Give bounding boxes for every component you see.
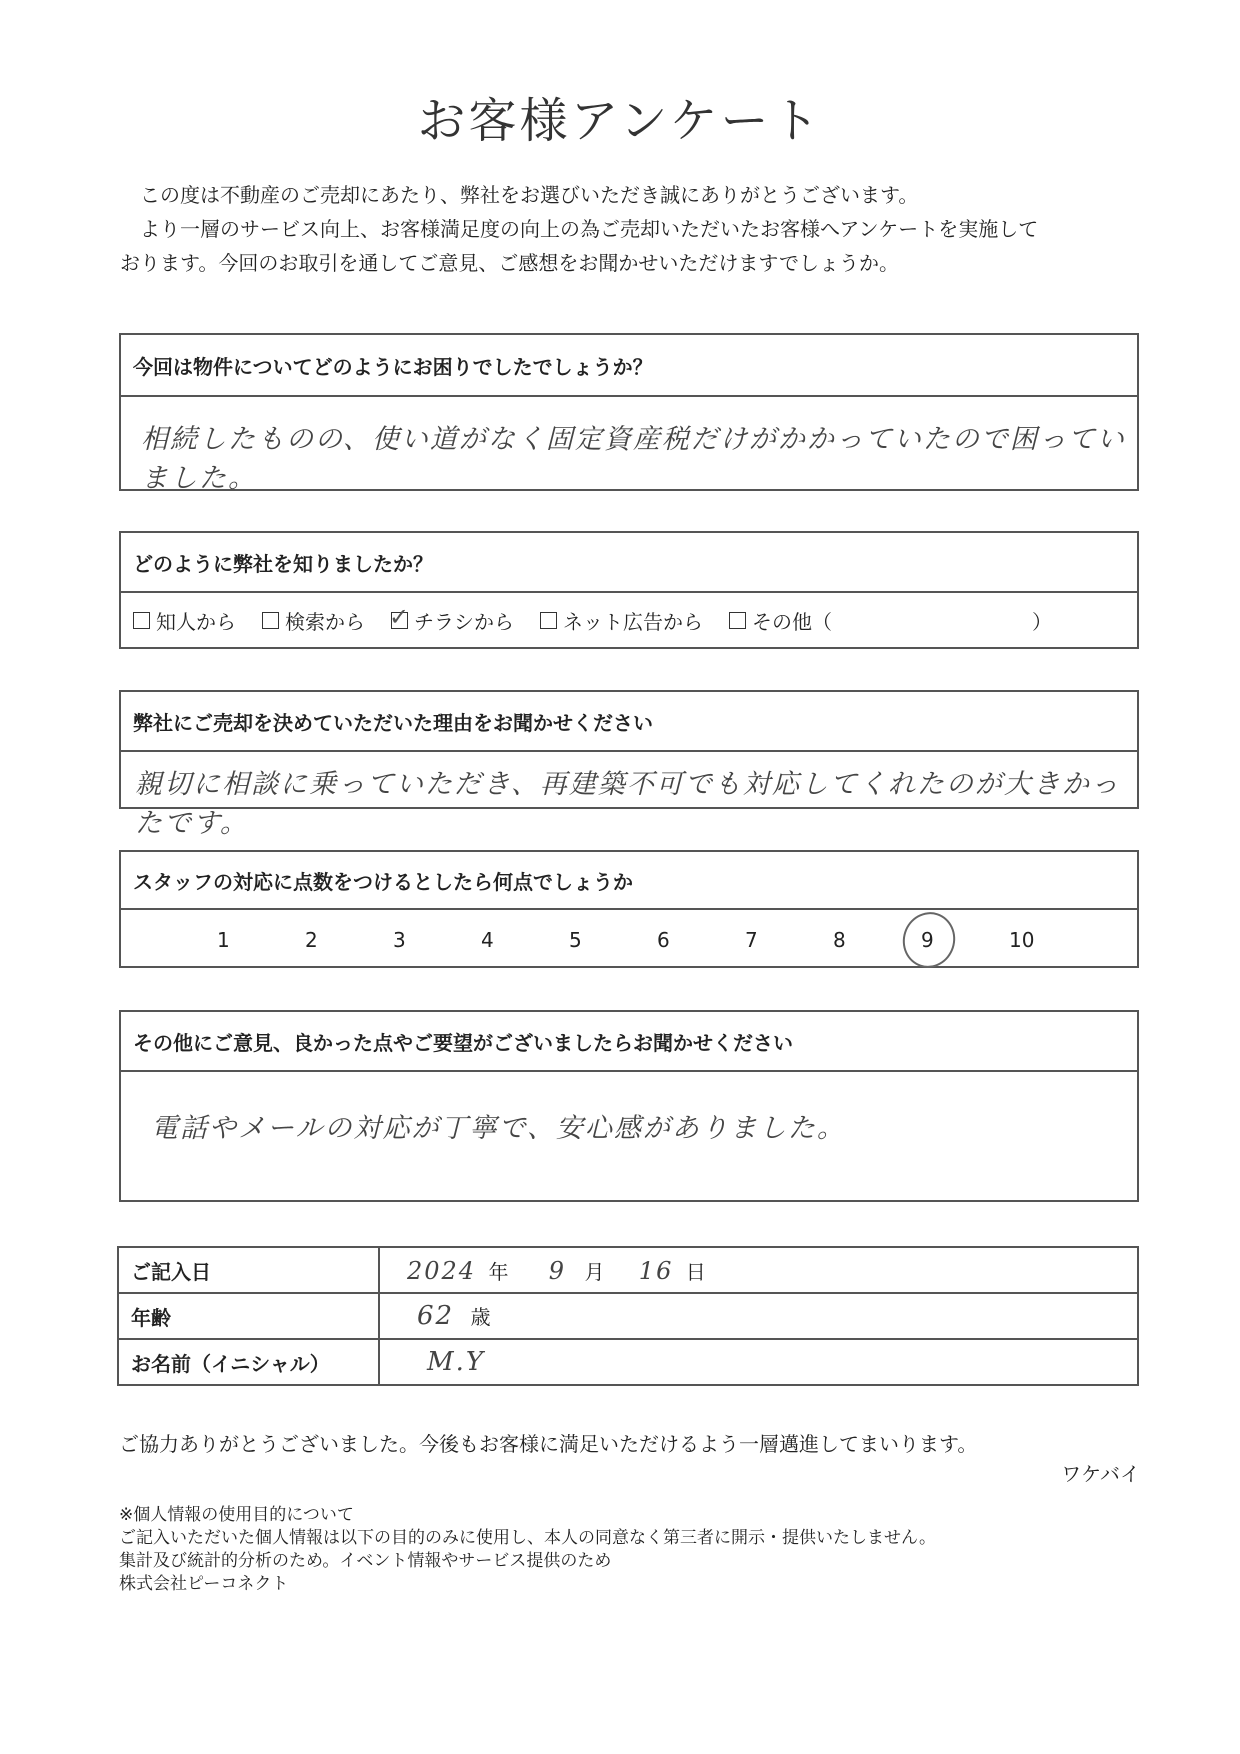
intro-line-2: より一層のサービス向上、お客様満足度の向上の為ご売却いただいたお客様へアンケートを実施して xyxy=(140,217,1039,241)
source-options xyxy=(121,593,1137,647)
checkbox-icon[interactable] xyxy=(133,612,150,629)
check-mark-icon: ✓ xyxy=(389,602,410,631)
score-5[interactable]: 5 xyxy=(569,928,582,952)
date-day: 16 xyxy=(638,1256,674,1285)
checkbox-checked-icon[interactable] xyxy=(389,602,410,631)
date-row xyxy=(118,1247,1138,1293)
age-unit: 歳 xyxy=(470,1305,491,1329)
year-unit: 年 xyxy=(488,1259,509,1284)
date-value[interactable] xyxy=(379,1247,1138,1293)
option-net-ad[interactable]: ネット広告から xyxy=(540,606,703,635)
age-number: 62 xyxy=(417,1301,455,1331)
name-label: お名前（イニシャル） xyxy=(118,1339,379,1385)
checkbox-icon[interactable] xyxy=(262,612,279,629)
checkbox-icon[interactable] xyxy=(540,612,557,629)
question-5-box xyxy=(119,1010,1139,1202)
score-1[interactable]: 1 xyxy=(217,928,230,952)
score-3[interactable]: 3 xyxy=(393,928,406,952)
intro-line-1: この度は不動産のご売却にあたり、弊社をお選びいただき誠にありがとうございます。 xyxy=(140,183,919,207)
privacy-heading: ※個人情報の使用目的について xyxy=(119,1505,354,1525)
score-2[interactable]: 2 xyxy=(305,928,318,952)
score-8[interactable]: 8 xyxy=(833,928,846,952)
company-name: 株式会社ピーコネクト xyxy=(119,1574,289,1594)
score-9-selected[interactable]: 9 xyxy=(921,928,1009,952)
question-4-box xyxy=(119,850,1139,968)
selection-circle-icon xyxy=(896,905,963,974)
score-4[interactable]: 4 xyxy=(481,928,494,952)
date-year: 2024 xyxy=(407,1256,477,1285)
closing-message: ご協力ありがとうございました。今後もお客様に満足いただけるよう一層邁進してまいります。 xyxy=(119,1432,978,1456)
question-1-box xyxy=(119,333,1139,494)
question-2-box xyxy=(119,531,1139,649)
question-3-box xyxy=(119,690,1139,839)
score-10[interactable]: 10 xyxy=(1009,928,1035,952)
respondent-info-table xyxy=(117,1246,1139,1386)
date-label: ご記入日 xyxy=(118,1247,379,1293)
question-3-label: 弊社にご売却を決めていただいた理由をお聞かせください xyxy=(121,692,1137,752)
checkbox-icon[interactable] xyxy=(729,612,746,629)
date-month: 9 xyxy=(548,1256,567,1285)
page-title: お客様アンケート xyxy=(417,93,823,149)
privacy-line-1: ご記入いただいた個人情報は以下の目的のみに使用し、本人の同意なく第三者に開示・提供いたしません。 xyxy=(119,1528,937,1548)
score-7[interactable]: 7 xyxy=(745,928,758,952)
name-row xyxy=(118,1339,1138,1385)
day-unit: 日 xyxy=(685,1259,706,1284)
age-label: 年齢 xyxy=(118,1293,379,1339)
question-3-answer: 親切に相談に乗っていただき、再建築不可でも対応してくれたのが大きかったです。 xyxy=(135,769,1120,839)
age-row xyxy=(118,1293,1138,1339)
age-value[interactable] xyxy=(379,1293,1138,1339)
month-unit: 月 xyxy=(584,1259,605,1284)
intro-text xyxy=(120,178,1140,280)
question-1-answer: 相続したものの、使い道がなく固定資産税だけがかかっていたので困っていました。 xyxy=(141,424,1126,494)
question-4-label: スタッフの対応に点数をつけるとしたら何点でしょうか xyxy=(121,852,1137,910)
intro-line-3: おります。今回のお取引を通してご意見、ご感想をお聞かせいただけますでしょうか。 xyxy=(120,251,899,275)
option-other-close: ） xyxy=(1032,609,1052,634)
question-2-label: どのように弊社を知りましたか？ xyxy=(121,533,1137,593)
signature: ワケバイ xyxy=(1061,1462,1140,1486)
question-5-label: その他にご意見、良かった点やご要望がございましたらお聞かせください xyxy=(121,1012,1137,1072)
name-initials: M.Y xyxy=(427,1347,486,1377)
privacy-line-2: 集計及び統計的分析のため。イベント情報やサービス提供のため xyxy=(119,1551,612,1571)
option-flyer[interactable]: ✓ チラシから xyxy=(389,602,514,634)
question-1-label: 今回は物件についてどのようにお困りでしたでしょうか？ xyxy=(121,335,1137,397)
option-acquaintance[interactable]: 知人から xyxy=(133,606,236,635)
option-other[interactable]: その他（ xyxy=(729,606,832,635)
option-search[interactable]: 検索から xyxy=(262,606,365,635)
question-5-answer: 電話やメールの対応が丁寧で、安心感がありました。 xyxy=(151,1113,846,1144)
score-6[interactable]: 6 xyxy=(657,928,670,952)
privacy-notice xyxy=(119,1504,936,1596)
name-value[interactable] xyxy=(379,1339,1138,1385)
score-options xyxy=(121,910,1137,970)
